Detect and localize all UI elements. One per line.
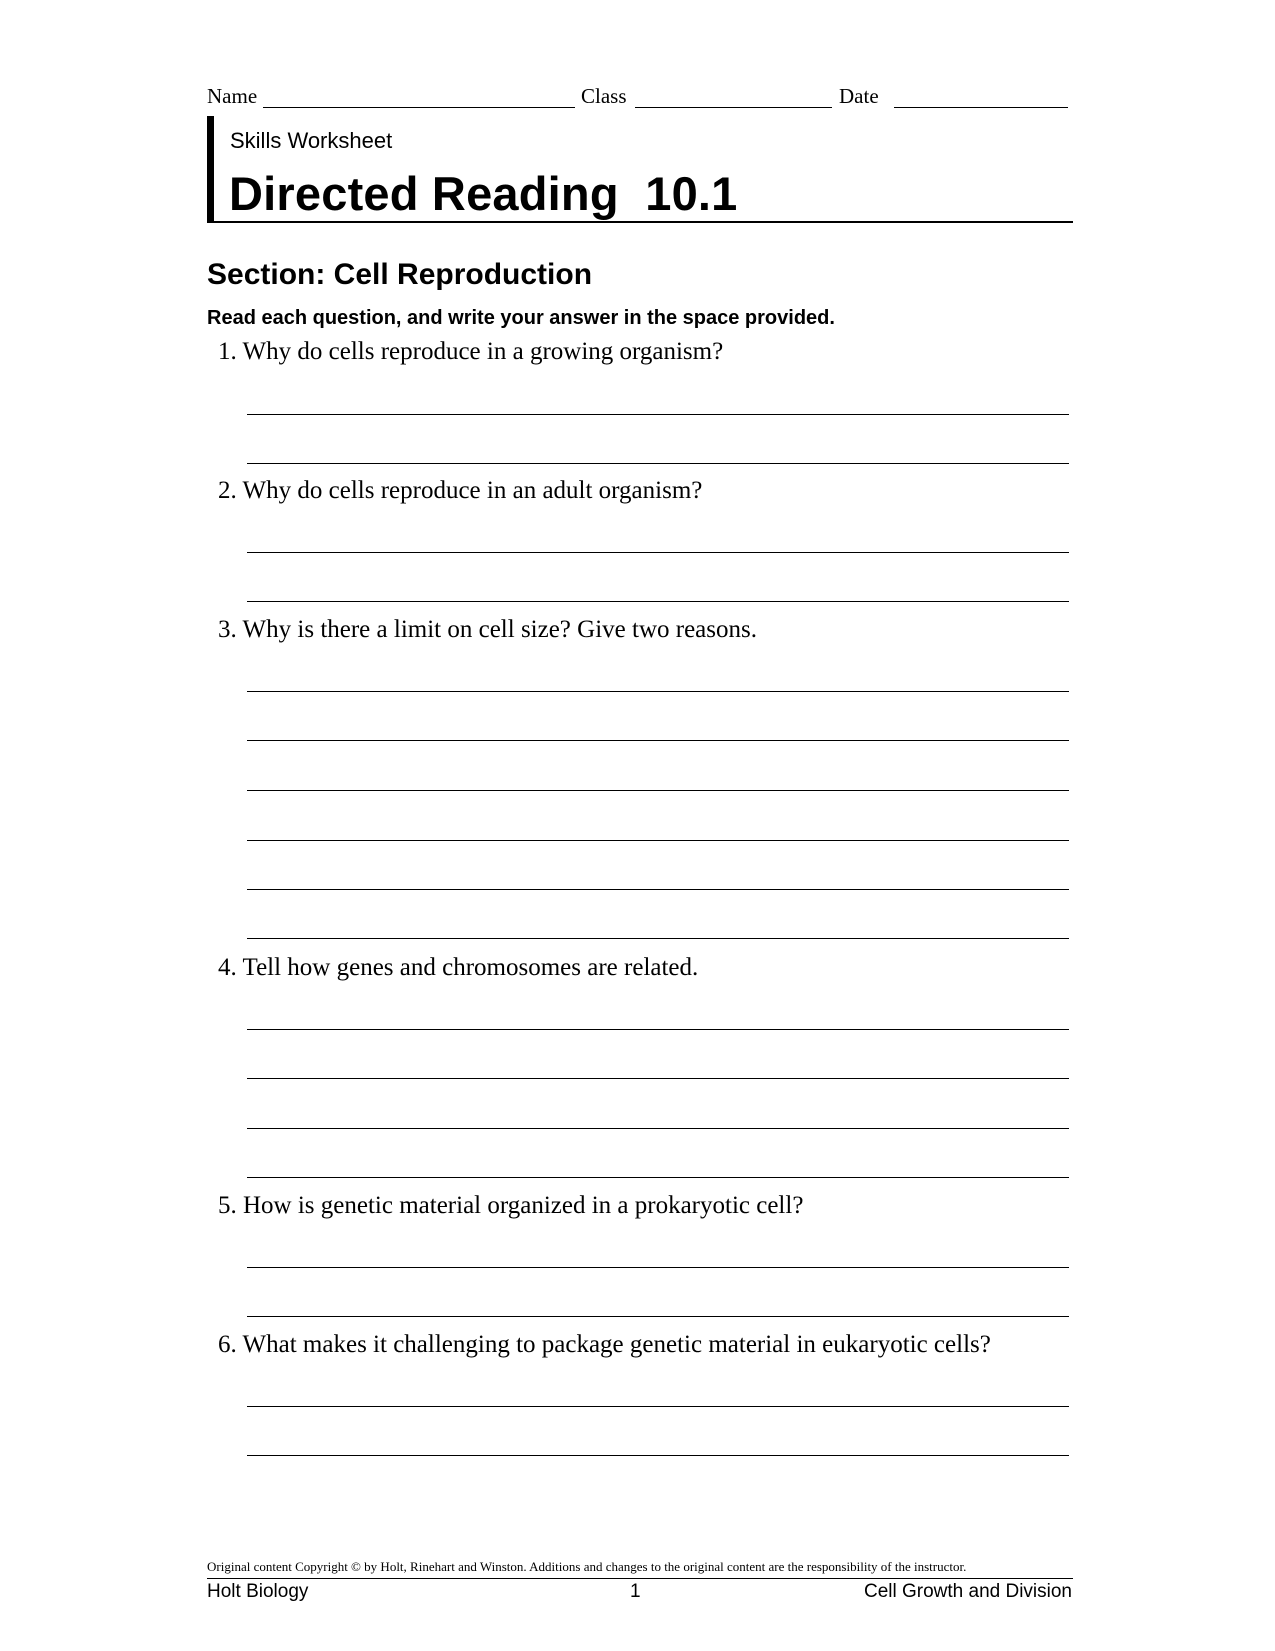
- question-text: 2. Why do cells reproduce in an adult organism?: [218, 477, 703, 504]
- date-field[interactable]: [894, 107, 1068, 108]
- answer-line[interactable]: [247, 1177, 1069, 1178]
- answer-line[interactable]: [247, 1316, 1069, 1317]
- question-text: 4. Tell how genes and chromosomes are related.: [218, 954, 699, 981]
- footer-divider: [207, 1578, 1073, 1579]
- class-field[interactable]: [635, 107, 832, 108]
- name-label: Name: [207, 84, 258, 108]
- answer-line[interactable]: [247, 1078, 1069, 1079]
- answer-line[interactable]: [247, 1406, 1069, 1407]
- copyright-notice: Original content Copyright © by Holt, Rinehart and Winston. Additions and changes to the original content are the responsibility of the instructor.: [207, 1559, 967, 1574]
- question-text: 1. Why do cells reproduce in a growing organism?: [218, 338, 724, 365]
- date-label: Date: [839, 84, 879, 108]
- question-text: 6. What makes it challenging to package genetic material in eukaryotic cells?: [218, 1331, 991, 1358]
- answer-line[interactable]: [247, 790, 1069, 791]
- instructions: Read each question, and write your answer in the space provided.: [207, 307, 835, 329]
- title-block: [207, 116, 1073, 223]
- section-heading: Section: Cell Reproduction: [207, 258, 593, 291]
- footer-chapter-title: Cell Growth and Division: [863, 1581, 1072, 1602]
- answer-line[interactable]: [247, 1267, 1069, 1268]
- answer-line[interactable]: [247, 1029, 1069, 1030]
- student-info-fields: [207, 84, 1069, 110]
- page-title: Directed Reading 10.1: [229, 167, 738, 220]
- answer-line[interactable]: [247, 414, 1069, 415]
- answer-line[interactable]: [247, 601, 1069, 602]
- answer-line[interactable]: [247, 889, 1069, 890]
- name-field[interactable]: [263, 107, 575, 108]
- answer-line[interactable]: [247, 740, 1069, 741]
- page-number: 1: [630, 1581, 641, 1602]
- worksheet-kicker: Skills Worksheet: [230, 128, 393, 153]
- class-label: Class: [581, 84, 627, 108]
- answer-line[interactable]: [247, 691, 1069, 692]
- answer-line[interactable]: [247, 1128, 1069, 1129]
- question-text: 5. How is genetic material organized in a prokaryotic cell?: [218, 1192, 804, 1219]
- answer-line[interactable]: [247, 938, 1069, 939]
- answer-line[interactable]: [247, 463, 1069, 464]
- answer-line[interactable]: [247, 552, 1069, 553]
- answer-line[interactable]: [247, 840, 1069, 841]
- question-text: 3. Why is there a limit on cell size? Give two reasons.: [218, 616, 757, 643]
- footer-book-title: Holt Biology: [207, 1581, 309, 1602]
- answer-line[interactable]: [247, 1455, 1069, 1456]
